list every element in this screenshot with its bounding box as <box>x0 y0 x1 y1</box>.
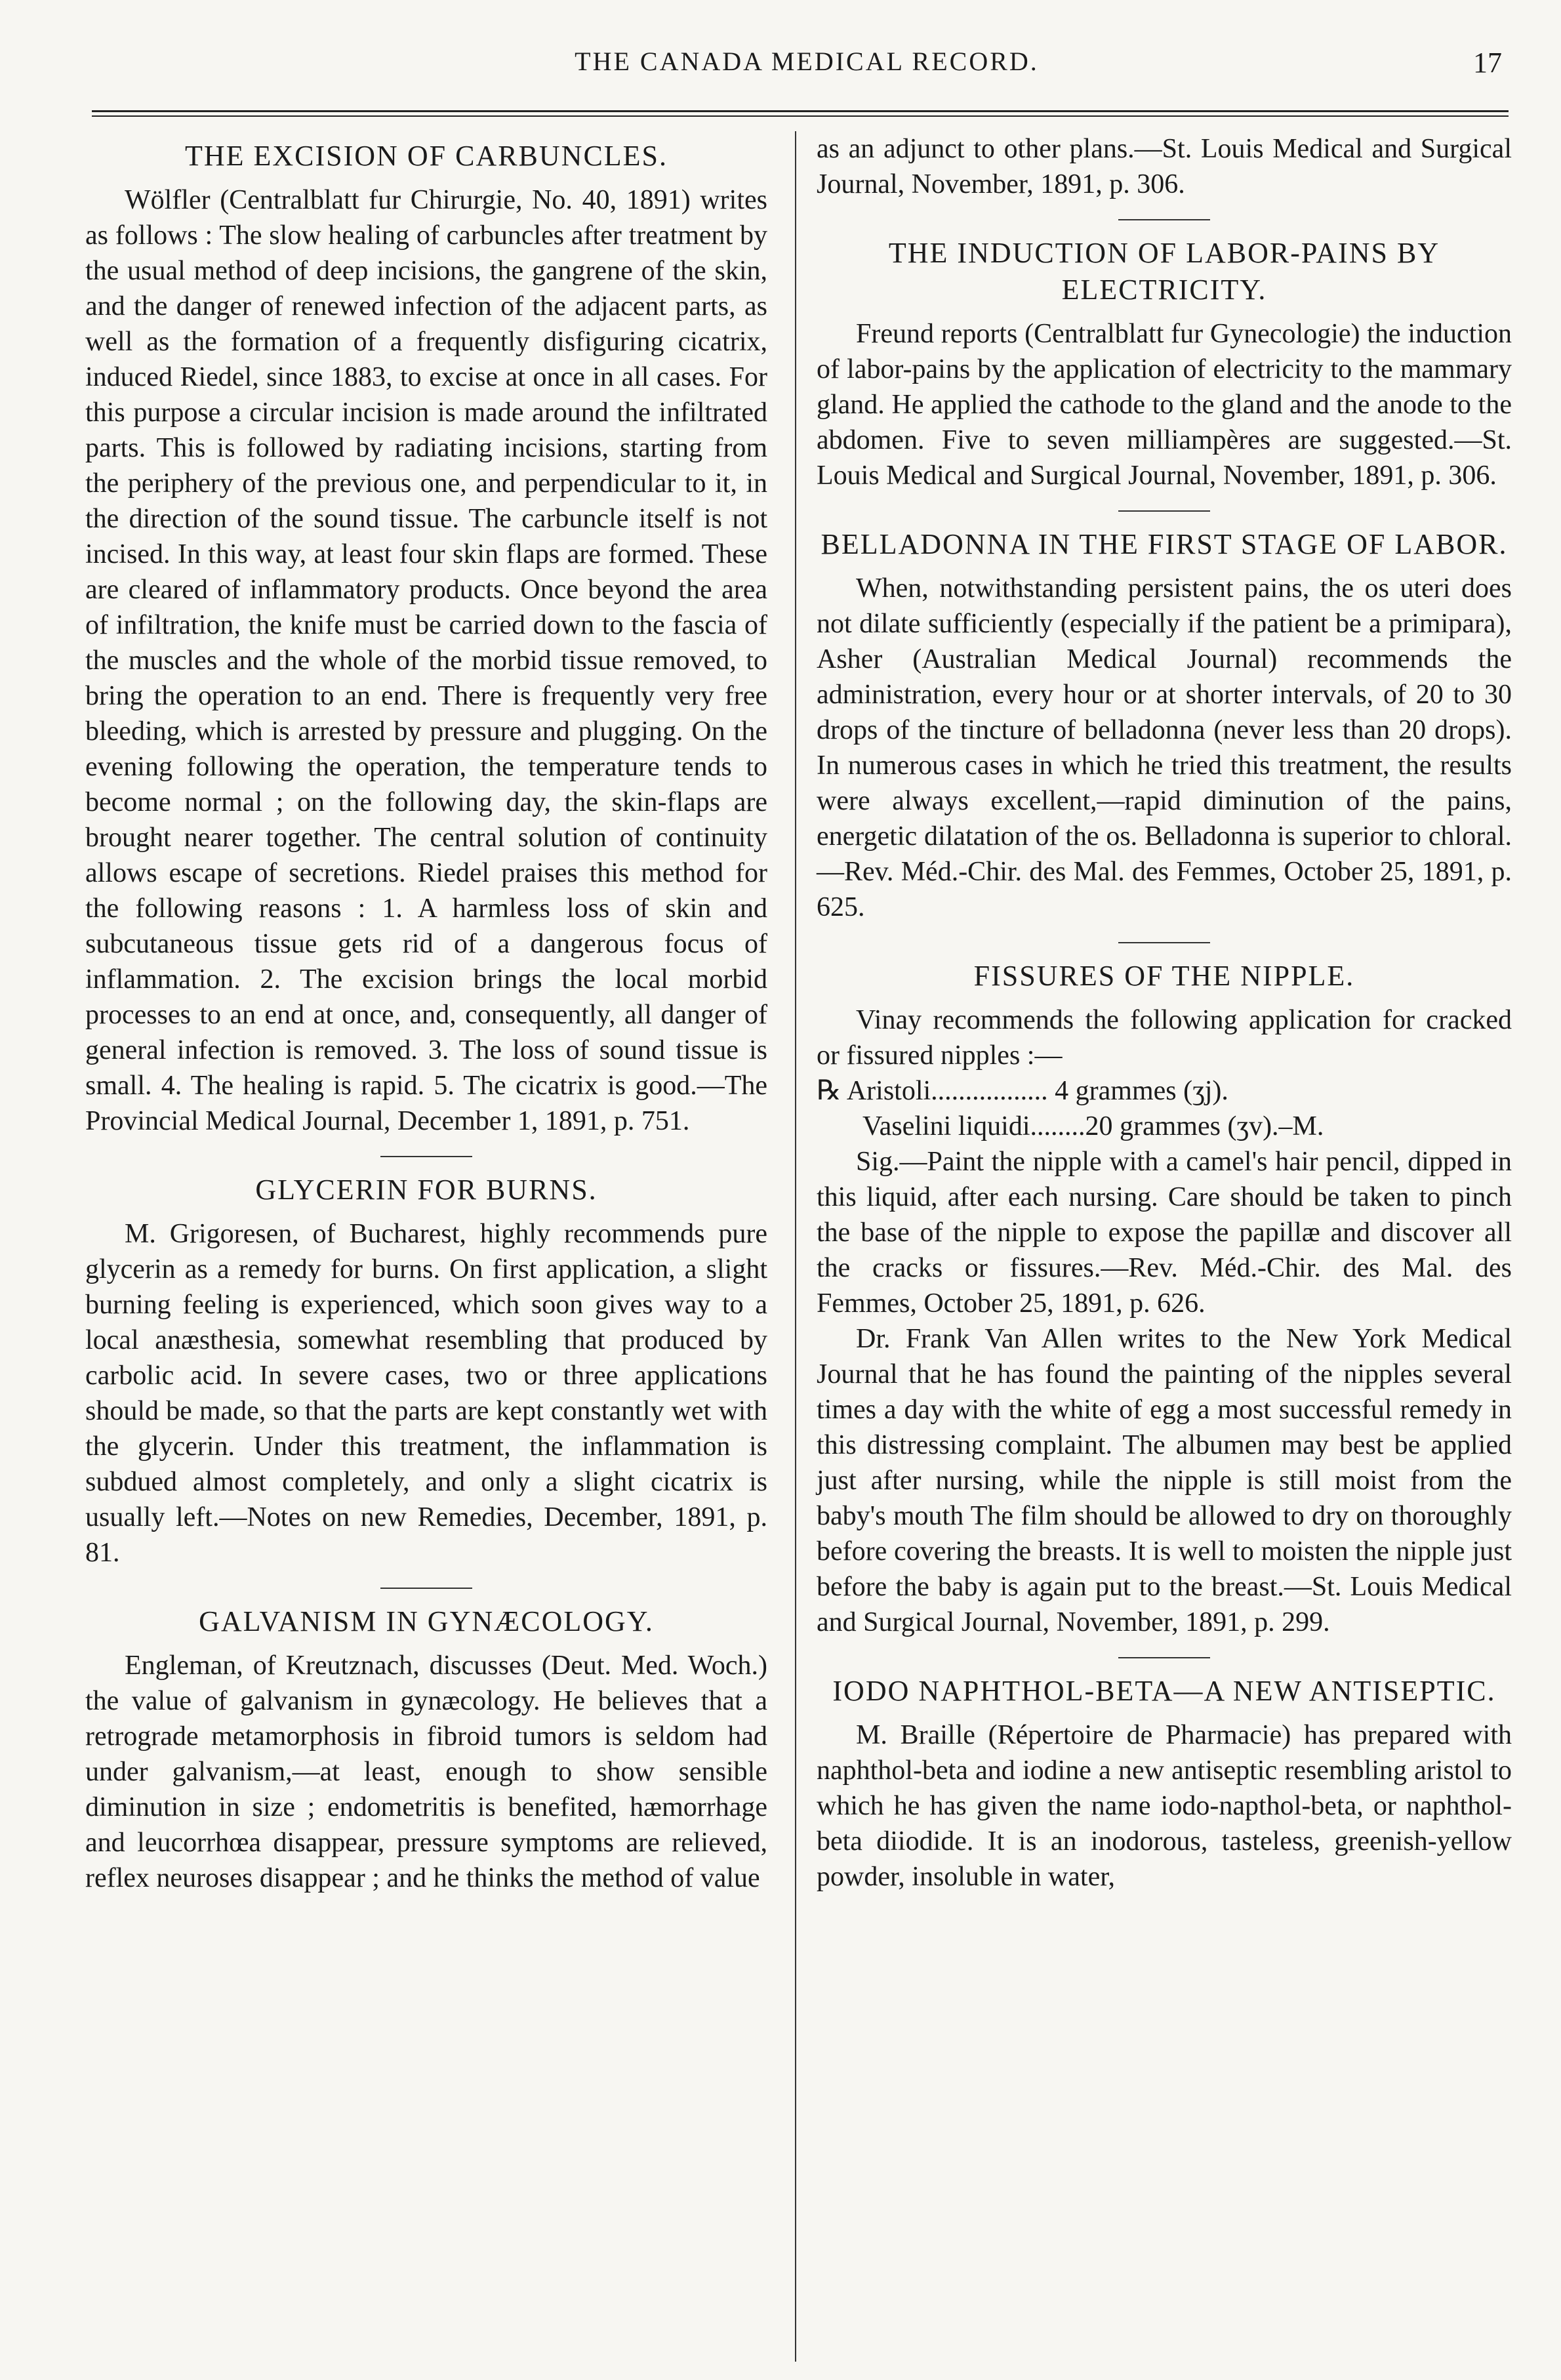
section-separator <box>1118 510 1210 512</box>
journal-title: THE CANADA MEDICAL RECORD. <box>575 47 1039 76</box>
article-title-belladonna: BELLADONNA IN THE FIRST STAGE OF LABOR. <box>821 528 1508 560</box>
section-separator <box>1118 942 1210 943</box>
article-title-glycerin-burns: GLYCERIN FOR BURNS. <box>255 1174 598 1206</box>
section-separator <box>380 1588 472 1589</box>
section-separator <box>380 1156 472 1157</box>
article-intro-fissures-nipple: Vinay recommends the following application for cracked or fissured nipples :— <box>817 1005 1512 1071</box>
article-title-labor-pains: THE INDUCTION OF LABOR-PAINS BY ELECTRICITY. <box>888 237 1440 306</box>
article-body-iodo-naphthol: M. Braille (Répertoire de Pharmacie) has prepared with naphthol-beta and iodine a new antiseptic resembling aristol to which he has given the name iodo-napthol-beta, or naphthol-beta diiodide. It is an inodorous, tasteless, greenish-yellow powder, insoluble in water, <box>817 1720 1512 1892</box>
article-sig-fissures-nipple: Sig.—Paint the nipple with a camel's hair pencil, dipped in this liquid, after each nursing. Care should be taken to pinch the base of the nipple to expose the papillæ and discover all the cracks or fissures.—Rev. Méd.-Chir. des Mal. des Femmes, October 25, 1891, p. 626. <box>817 1147 1512 1319</box>
article-body-excision-carbuncles: Wölfler (Centralblatt fur Chirurgie, No. 40, 1891) writes as follows : The slow healing of carbuncles after treatment by the usual method of deep incisions, the gangrene of the skin, and the danger of renewed infection of the adjacent parts, as well as the formation of a frequently disfiguring cicatrix, induced Riedel, since 1883, to excise at once in all cases. For this purpose a circular incision is made around the infiltrated parts. This is followed by radiating incisions, starting from the periphery of the previous one, and perpendicular to it, in the direction of the sound tissue. The carbuncle itself is not incised. In this way, at least four skin flaps are formed. These are cleared of inflammatory products. Once beyond the area of infiltration, the knife must be carried down to the fascia of the muscles and the whole of the morbid tissue removed, to bring the operation to an end. There is frequently very free bleeding, which is arrested by pressure and plugging. On the evening following the operation, the temperature tends to become normal ; on the following day, the skin-flaps are brought nearer together. The central solution of continuity allows escape of secretions. Riedel praises this method for the following reasons : 1. A harmless loss of skin and subcutaneous tissue gets rid of a dangerous focus of inflammation. 2. The excision brings the local morbid processes to an end at once, and, consequently, all danger of general infection is removed. 3. The loss of sound tissue is small. 4. The healing is rapid. 5. The cicatrix is good.—The Provincial Medical Journal, December 1, 1891, p. 751. <box>85 185 767 1136</box>
article-body-galvanism: Engleman, of Kreutznach, discusses (Deut. Med. Woch.) the value of galvanism in gynæcology. He believes that a retrograde metamorphosis in fibroid tumors is seldom had under galvanism,—at least, enough to show sensible diminution in size ; endometritis is benefited, hæmorrhage and leucorrhœa disappear, pressure symptoms are relieved, reflex neuroses disappear ; and he thinks the method of value <box>85 1651 767 1893</box>
article-body-labor-pains: Freund reports (Centralblatt fur Gynecologie) the induction of labor-pains by the application of electricity to the mammary gland. He applied the cathode to the gland and the anode to the abdomen. Five to seven milliampères are suggested.—St. Louis Medical and Surgical Journal, November, 1891, p. 306. <box>817 319 1512 491</box>
article-title-excision-carbuncles: THE EXCISION OF CARBUNCLES. <box>184 140 668 172</box>
prescription-line: Vaselini liquidi........20 grammes (ʒv).–M. <box>862 1111 1324 1141</box>
article-title-iodo-naphthol: IODO NAPHTHOL-BETA—A NEW ANTISEPTIC. <box>832 1675 1496 1707</box>
continuation-text: as an adjunct to other plans.—St. Louis Medical and Surgical Journal, November, 1891, p. 306. <box>817 134 1512 199</box>
page-number: 17 <box>1473 47 1502 79</box>
header-rule <box>92 110 1509 117</box>
prescription-line: ℞ Aristoli................. 4 grammes (ʒj). <box>817 1076 1228 1106</box>
article-title-fissures-nipple: FISSURES OF THE NIPPLE. <box>973 960 1355 992</box>
article-title-galvanism: GALVANISM IN GYNÆCOLOGY. <box>199 1605 654 1637</box>
column-divider <box>795 131 796 2362</box>
article-body-van-allen: Dr. Frank Van Allen writes to the New York Medical Journal that he has found the painting of the nipples several times a day with the white of egg a most successful remedy in this distressing complaint. The albumen may best be applied just after nursing, while the nipple is still moist from the baby's mouth The film should be allowed to dry on thoroughly before covering the breasts. It is well to moisten the nipple just before the baby is again put to the breast.—St. Louis Medical and Surgical Journal, November, 1891, p. 299. <box>817 1324 1512 1637</box>
section-separator <box>1118 1657 1210 1658</box>
article-body-belladonna: When, notwithstanding persistent pains, the os uteri does not dilate sufficiently (especially if the patient be a primipara), Asher (Australian Medical Journal) recommends the administration, every hour or at shorter intervals, of 20 to 30 drops of the tincture of belladonna (never less than 20 drops). In numerous cases in which he tried this treatment, the results were always excellent,—rapid diminution of the pains, energetic dilatation of the os. Belladonna is superior to chloral.—Rev. Méd.-Chir. des Mal. des Femmes, October 25, 1891, p. 625. <box>817 573 1512 922</box>
right-column <box>817 131 1512 1895</box>
running-head <box>92 46 1522 92</box>
left-column <box>85 131 767 1896</box>
article-body-glycerin-burns: M. Grigoresen, of Bucharest, highly recommends pure glycerin as a remedy for burns. On first application, a slight burning feeling is experienced, which soon gives way to a local anæsthesia, somewhat resembling that produced by carbolic acid. In severe cases, two or three applications should be made, so that the parts are kept constantly wet with the glycerin. Under this treatment, the inflammation is subdued almost completely, and only a slight cicatrix is usually left.—Notes on new Remedies, December, 1891, p. 81. <box>85 1219 767 1568</box>
section-separator <box>1118 219 1210 220</box>
